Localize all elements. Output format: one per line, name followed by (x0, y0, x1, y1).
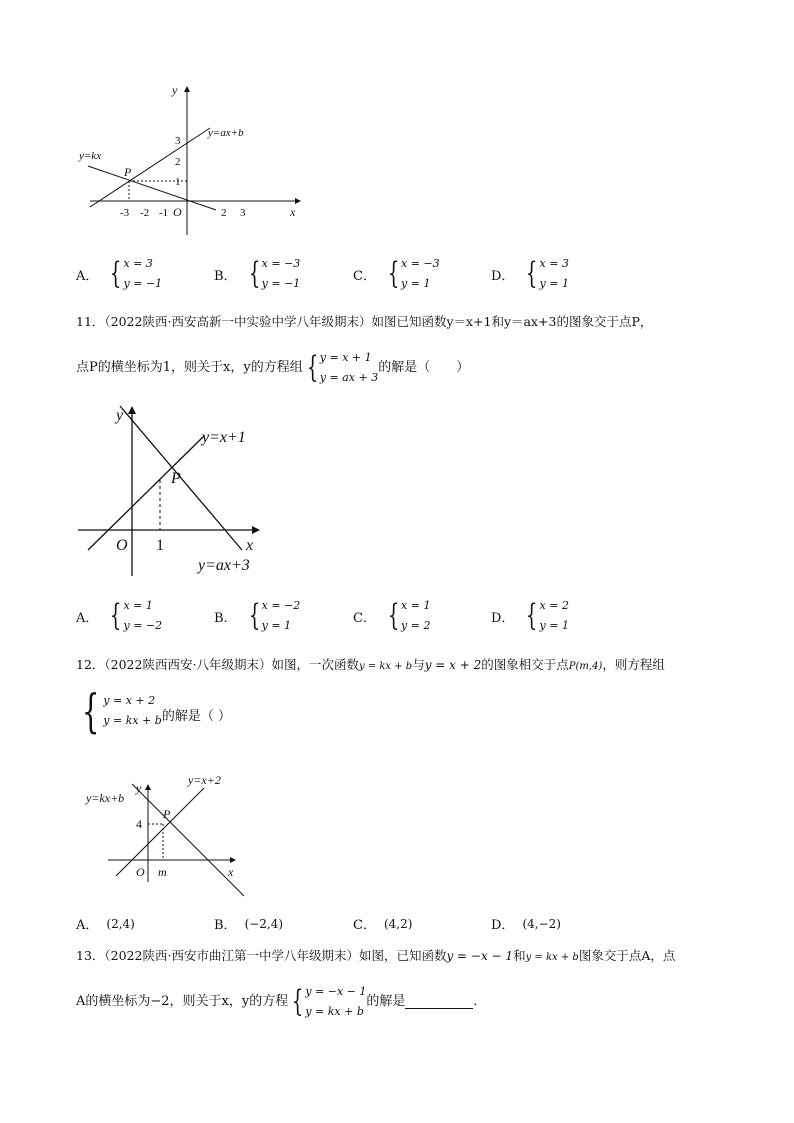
q12-equation-system: { y = x + 2 y = kx + b (81, 684, 162, 738)
equation-system: { x = 3 y = −1 (106, 254, 162, 294)
eq1: x = 3 (539, 257, 569, 270)
tick-y-1: 1 (175, 176, 181, 188)
eq2: y = −2 (123, 619, 163, 632)
q13-line1-mid: 和 (513, 948, 526, 963)
line2-label: y=kx (79, 150, 102, 162)
equation-system: { x = 3 y = 1 (522, 254, 569, 294)
eq1: y = −x − 1 (305, 985, 367, 998)
q12-line1-post: ，则方程组 (602, 657, 665, 672)
q12-graph (84, 770, 254, 900)
q11-equation-system: { y = x + 1 y = ax + 3 (303, 348, 379, 388)
tick-y-4: 4 (136, 817, 142, 831)
line2-label: y=kx+b (86, 791, 125, 805)
option-letter: B． (214, 610, 237, 626)
q12-option-a (76, 914, 135, 933)
q12-option-d (491, 914, 561, 933)
tick-x-neg2: -2 (140, 207, 150, 219)
q11-graph (76, 400, 276, 580)
option-value: (2,4) (106, 916, 135, 931)
eq1: x = 2 (539, 599, 569, 612)
q11-line2-pre: 点P的横坐标为1，则关于x，y的方程组 (76, 360, 303, 375)
line-ax-plus-b (90, 128, 210, 207)
q10-graph (70, 80, 320, 240)
eq2: y = kx + b (305, 1005, 364, 1018)
line2-label: y=ax+3 (198, 557, 250, 574)
option-letter: D． (491, 268, 515, 284)
q11-option-c (353, 596, 430, 636)
tick-x-neg3: -3 (120, 207, 130, 219)
q13-line2 (76, 982, 486, 1022)
q11-option-a (76, 596, 162, 636)
eq2: y = 1 (539, 619, 569, 632)
line-x-plus-1 (88, 436, 204, 550)
q13-line2-pre: A的横坐标为−2，则关于x，y的方程 (76, 994, 289, 1009)
origin-label: O (136, 865, 145, 879)
q12-line2-post: 的解是（ ） (161, 709, 231, 724)
eq1: y = x + 1 (319, 351, 372, 364)
point-p-label: P (124, 165, 132, 179)
q13-equation-system: { y = −x − 1 y = kx + b (288, 982, 366, 1022)
option-value: (4,−2) (522, 916, 561, 931)
tick-y-3: 3 (175, 135, 181, 147)
x-axis-label: x (290, 205, 296, 219)
point-p-label: P (163, 807, 171, 821)
tick-x-2: 2 (221, 207, 227, 219)
line-ax-plus-3 (120, 406, 242, 550)
q11-option-b (214, 596, 300, 636)
eq2: y = −1 (123, 277, 163, 290)
y-axis-arrow-icon (128, 406, 136, 414)
option-letter: D． (491, 918, 515, 933)
eq2: y = 1 (261, 619, 292, 632)
eq1: y = x + 2 (103, 694, 156, 707)
eq2: y = ax + 3 (319, 371, 379, 384)
q12-line2 (76, 684, 231, 738)
q12-f2: y = x + 2 (424, 658, 482, 672)
option-letter: B． (214, 918, 237, 933)
eq2: y = 1 (539, 277, 569, 290)
eq2: y = 1 (401, 277, 431, 290)
eq2: y = kx + b (103, 714, 162, 727)
q12-line1-mid: 与 (412, 657, 425, 672)
q10-option-a (76, 254, 162, 294)
q11-line1: 11．（2022陕西·西安高新一中实验中学八年级期末）如图已知函数y＝x+1和y＝ax+3的图象交于点P， (76, 314, 653, 329)
tick-x-neg1: -1 (159, 207, 169, 219)
equation-system: { x = 1 y = 2 (384, 596, 431, 636)
x-axis-arrow-icon (295, 198, 301, 204)
equation-system: { x = 1 y = −2 (106, 596, 162, 636)
tick-x-m: m (158, 865, 167, 879)
x-axis-arrow-icon (230, 857, 236, 863)
q13-line1 (76, 946, 675, 968)
y-axis-label: y (172, 83, 178, 97)
eq1: x = −2 (261, 599, 301, 612)
q12-line1-mid2: 的图象相交于点 (481, 657, 569, 672)
eq1: x = −3 (401, 257, 440, 270)
eq1: x = 1 (401, 599, 431, 612)
option-letter: A． (76, 610, 99, 626)
q13-line2-post: 的解是 (366, 994, 406, 1009)
y-axis-arrow-icon (184, 86, 190, 92)
y-axis-label: y (136, 781, 142, 795)
equation-system: { x = −2 y = 1 (245, 596, 301, 636)
q12-f1: y = kx + b (358, 661, 413, 672)
option-letter: C． (353, 918, 376, 933)
line-kx (88, 166, 216, 210)
tick-x-3: 3 (240, 207, 246, 219)
option-letter: B． (214, 268, 237, 284)
eq2: y = 2 (401, 619, 431, 632)
answer-blank[interactable] (405, 996, 473, 1009)
option-letter: C． (353, 268, 376, 284)
line-x-plus-2 (116, 788, 204, 876)
q13-f2: y = kx + b (525, 952, 579, 963)
q10-option-b (214, 254, 300, 294)
x-axis-label: x (246, 537, 254, 554)
equation-system: { x = 2 y = 1 (522, 596, 569, 636)
q12-option-b (214, 914, 283, 933)
equation-system: { x = −3 y = 1 (384, 254, 440, 294)
q12-pt: P(m,4) (568, 661, 603, 672)
eq1: x = 1 (123, 599, 153, 612)
q13-end: ． (473, 994, 487, 1009)
eq1: x = −3 (261, 257, 301, 270)
line-kx-plus-b (132, 784, 244, 896)
option-value: (4,2) (383, 916, 413, 931)
q13-line1-post: 图象交于点A，点 (578, 948, 676, 963)
option-letter: D． (491, 610, 515, 626)
option-letter: C． (353, 610, 376, 626)
point-p-label: P (171, 470, 181, 487)
tick-y-2: 2 (175, 156, 181, 168)
eq2: y = −1 (261, 277, 301, 290)
q13-line1-pre: 13．（2022陕西·西安市曲江第一中学八年级期末）如图，已知函数 (76, 948, 447, 963)
q10-option-d (491, 254, 569, 294)
q11-line2-post: 的解是（ ） (378, 360, 470, 375)
x-axis-arrow-icon (252, 526, 260, 534)
q13-f1: y = −x − 1 (446, 949, 514, 963)
q12-line1-pre: 12．（2022陕西西安·八年级期末）如图，一次函数 (76, 657, 359, 672)
tick-x-1: 1 (156, 537, 164, 554)
origin-label: O (173, 205, 182, 219)
y-axis-label: y (116, 407, 124, 424)
line1-label: y=x+2 (188, 773, 221, 787)
q11-option-d (491, 596, 569, 636)
q12-option-c (353, 914, 412, 933)
origin-label: O (116, 537, 128, 554)
q11-line2 (76, 348, 469, 388)
q12-line1 (76, 655, 665, 677)
x-axis-label: x (228, 865, 234, 879)
eq1: x = 3 (123, 257, 153, 270)
line1-label: y=x+1 (202, 429, 246, 446)
y-axis-arrow-icon (145, 784, 151, 790)
q10-option-c (353, 254, 440, 294)
option-letter: A． (76, 918, 99, 933)
option-letter: A． (76, 268, 99, 284)
option-value: (−2,4) (244, 916, 284, 931)
equation-system: { x = −3 y = −1 (245, 254, 301, 294)
line1-label: y=ax+b (208, 127, 244, 139)
